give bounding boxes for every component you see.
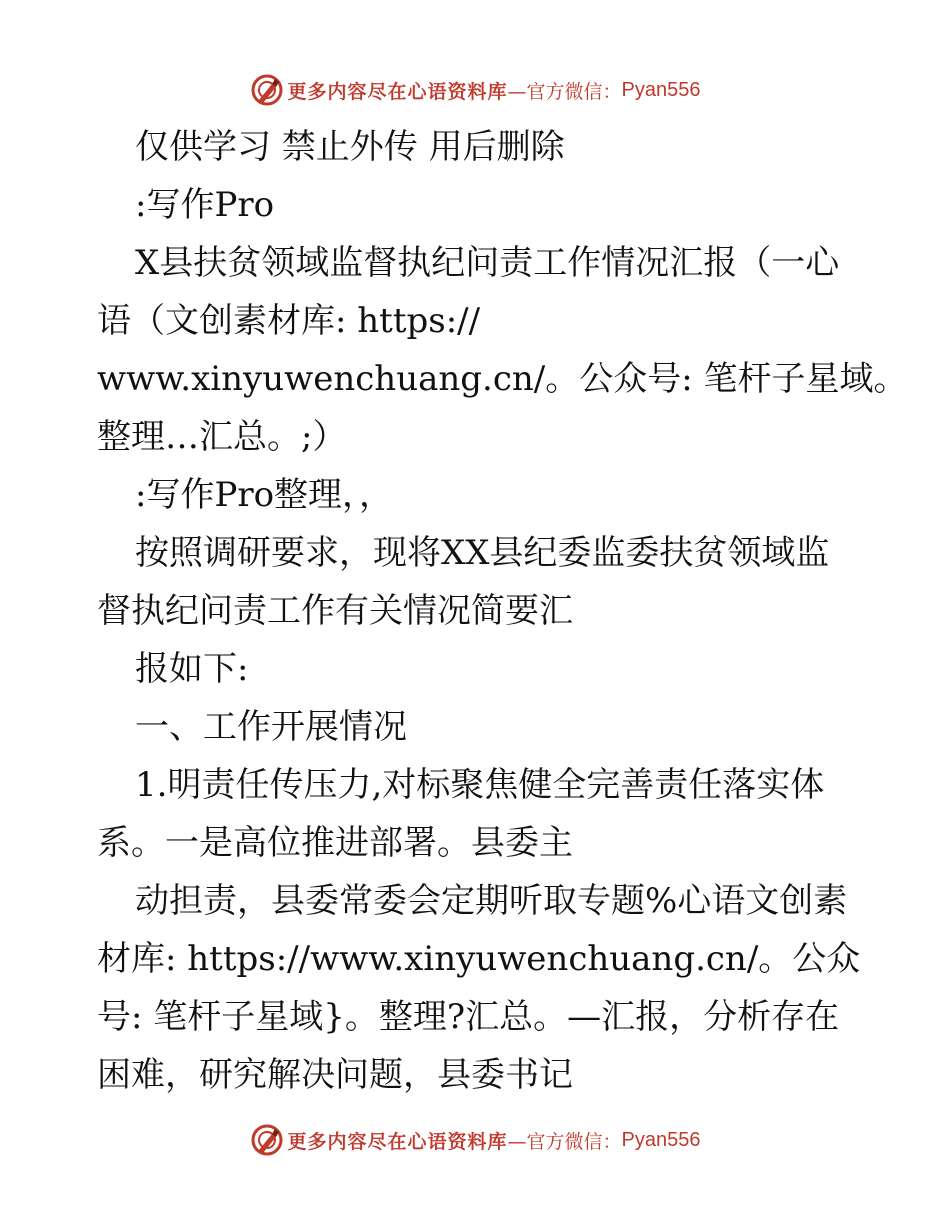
text-line: 语（文创素材库: https:// <box>97 301 481 341</box>
notice-line: 仅供学习 禁止外传 用后删除 <box>135 127 565 167</box>
text-line: :写作Pro <box>135 185 275 225</box>
paragraph-line: 困难，研究解决问题，县委书记 <box>97 1055 573 1095</box>
text-line: www.xinyuwenchuang.cn/。公众号: 笔杆子星域。 <box>97 359 908 399</box>
banner-official-label: —官方微信： <box>507 80 622 103</box>
paragraph-line: 材库: https://www.xinyuwenchuang.cn/。公众 <box>97 939 861 979</box>
paragraph-line: 动担责，县委常委会定期听取专题%心语文创素 <box>135 881 848 921</box>
paragraph-line: 系。一是高位推进部署。县委主 <box>97 823 573 863</box>
document-title-line: X县扶贫领域监督执纪问责工作情况汇报（一心 <box>135 243 840 283</box>
pen-logo-icon <box>250 1123 284 1157</box>
banner-text: 更多内容尽在心语资料库 <box>287 1130 508 1153</box>
banner-account: Pyan556 <box>621 1128 701 1151</box>
paragraph-line: 号: 笔杆子星域}。整理?汇总。—汇报，分析存在 <box>97 997 840 1037</box>
footer-banner <box>0 1118 950 1162</box>
banner-official-label: —官方微信： <box>507 1130 622 1153</box>
paragraph-line: 按照调研要求，现将XX县纪委监委扶贫领域监 <box>135 533 830 573</box>
pen-logo-icon <box>250 73 284 107</box>
banner-account: Pyan556 <box>621 78 701 101</box>
document-body <box>97 118 908 1104</box>
banner-text: 更多内容尽在心语资料库 <box>287 80 508 103</box>
text-line: 整理…汇总。;） <box>97 417 347 457</box>
paragraph-line: 报如下: <box>135 649 249 689</box>
paragraph-line: 督执纪问责工作有关情况简要汇 <box>97 591 573 631</box>
section-heading: 一、工作开展情况 <box>135 707 407 747</box>
text-line: :写作Pro整理，， <box>135 475 394 515</box>
paragraph-line: 1.明责任传压力,对标聚焦健全完善责任落实体 <box>135 765 825 805</box>
header-banner <box>0 68 950 112</box>
